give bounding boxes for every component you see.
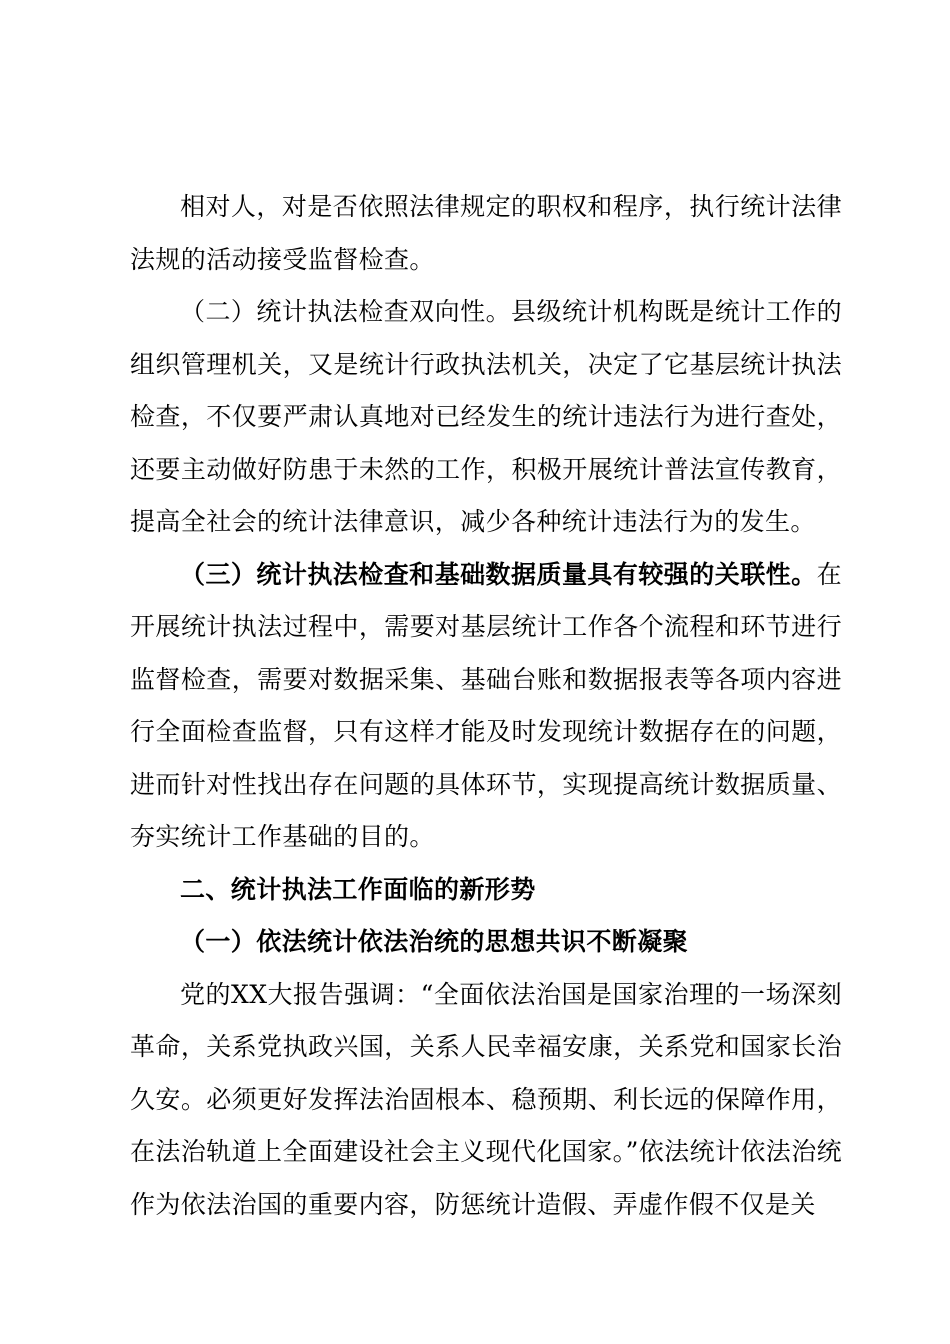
paragraph-party-report: 党的XX大报告强调：“全面依法治国是国家治理的一场深刻革命，关系党执政兴国，关系人民幸福安康，关系党和国家长治久安。必须更好发挥法治固根本、稳预期、利长远的保障作用，在法治轨道上全面建设社会主义现代化国家。”依法统计依法治统作为依法治国的重要内容，防惩统计造假、弄虚作假不仅是关 [130,979,842,1219]
paragraph-bidirectional-inspection: （二）统计执法检查双向性。县级统计机构既是统计工作的组织管理机关，又是统计行政执法机关，决定了它基层统计执法检查，不仅要严肃认真地对已经发生的统计违法行为进行查处，还要主动做好防患于未然的工作，积极开展统计普法宣传教育，提高全社会的统计法律意识，减少各种统计违法行为的发生。 [130,297,842,536]
paragraph-continuation: 相对人，对是否依照法律规定的职权和程序，执行统计法律法规的活动接受监督检查。 [130,192,842,274]
paragraph-bold-lead: （三）统计执法检查和基础数据质量具有较强的关联性。 [180,559,817,589]
subsection-heading-consensus: （一）依法统计依法治统的思想共识不断凝聚 [180,927,689,956]
document-body [130,181,842,1231]
paragraph-data-quality-correlation [130,549,842,864]
section-heading-new-situation: 二、统计执法工作面临的新形势 [180,874,536,904]
paragraph-body-text: 在开展统计执法过程中，需要对基层统计工作各个流程和环节进行监督检查，需要对数据采集、基础台账和数据报表等各项内容进行全面检查监督，只有这样才能及时发现统计数据存在的问题，进而针对性找出存在问题的具体环节，实现提高统计数据质量、夯实统计工作基础的目的。 [130,559,842,851]
